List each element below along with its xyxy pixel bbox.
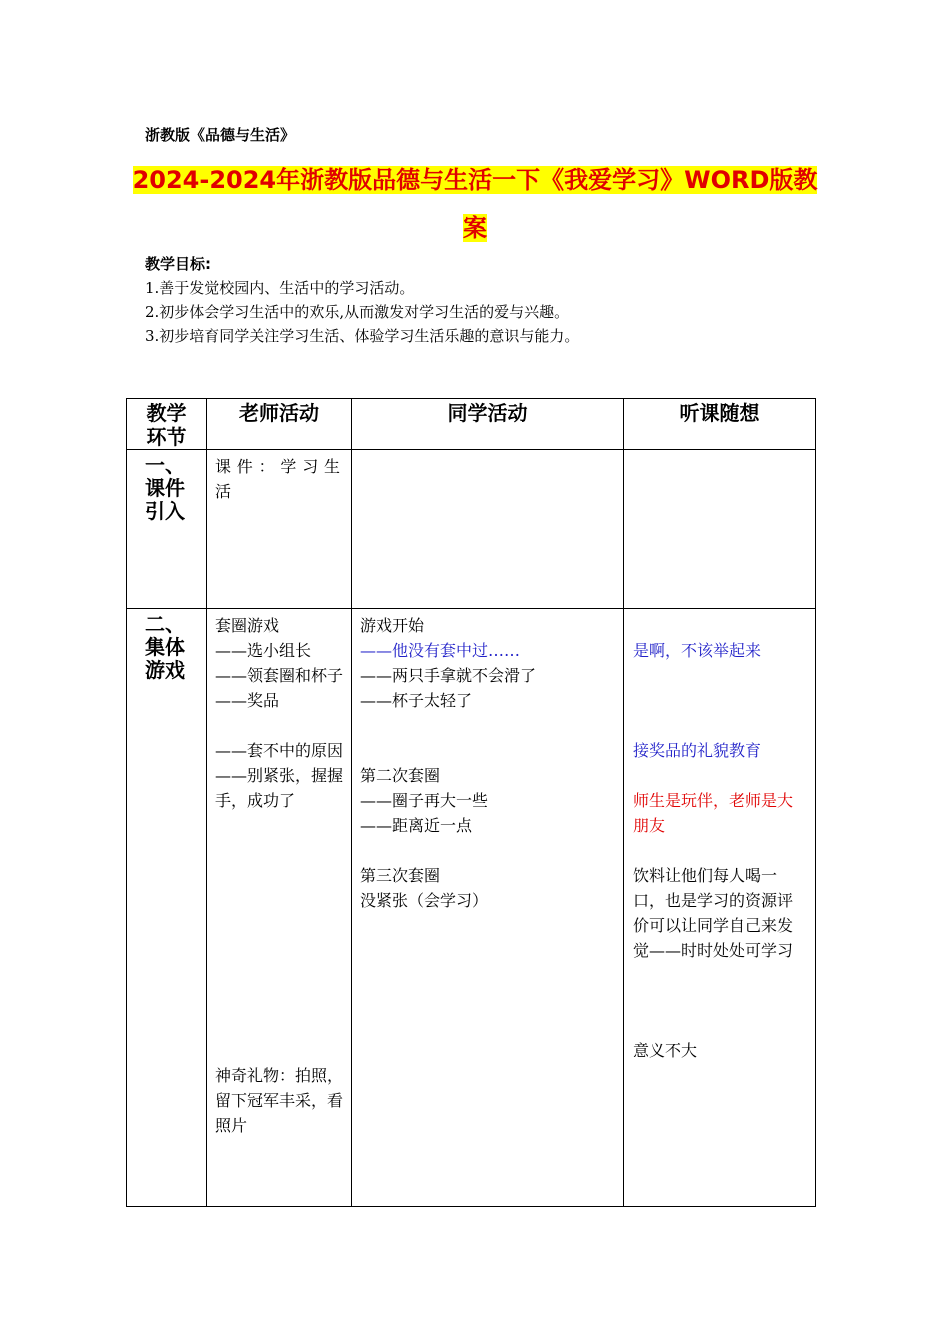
student-activity-text: 没紧张（会学习） (360, 891, 489, 910)
document-title (130, 156, 820, 252)
objectives-label: 教学目标: (145, 255, 211, 273)
table-header-row (127, 399, 816, 450)
note-text: 是啊，不该举起来 (633, 641, 762, 660)
student-activity-text: ——两只手拿就不会滑了 (360, 666, 537, 685)
student-activity-text: ——他没有套中过…… (360, 641, 521, 660)
objective-item: 1.善于发觉校园内、生活中的学习活动。 (145, 279, 415, 297)
objective-item: 3.初步培育同学关注学习生活、体验学习生活乐趣的意识与能力。 (145, 327, 580, 345)
lesson-plan-table (126, 398, 816, 1207)
note-text: 饮料让他们每人喝一口，也是学习的资源评价可以让同学自己来发觉——时时处处可学习 (633, 866, 794, 960)
note-text: 师生是玩伴，老师是大朋友 (633, 791, 794, 835)
table-row (127, 609, 816, 1207)
teacher-activity-text: 神奇礼物：拍照，留下冠军丰采，看照片 (215, 1066, 344, 1135)
stage-cell: 一、课件引入 (127, 450, 207, 609)
header-student-activity: 同学活动 (352, 399, 624, 450)
document-header: 浙教版《品德与生活》 (145, 126, 296, 144)
student-activity-cell (352, 609, 624, 1207)
student-activity-text: ——圈子再大一些 (360, 791, 489, 810)
teacher-activity-text: ——选小组长 (215, 641, 312, 660)
student-activity-text: 第三次套圈 (360, 866, 441, 885)
teacher-activity-text: 套圈游戏 (215, 616, 280, 635)
objective-item: 2.初步体会学习生活中的欢乐,从而激发对学习生活的爱与兴趣。 (145, 303, 570, 321)
notes-cell (624, 450, 816, 609)
student-activity-cell (352, 450, 624, 609)
teacher-activity-text: ——奖品 (215, 691, 280, 710)
note-text: 意义不大 (633, 1041, 698, 1060)
teacher-activity-text: ——别紧张，握握手，成功了 (215, 766, 344, 810)
student-activity-text: 第二次套圈 (360, 766, 441, 785)
header-notes: 听课随想 (624, 399, 816, 450)
notes-cell (624, 609, 816, 1207)
header-teacher-activity: 老师活动 (207, 399, 352, 450)
objectives-section (145, 252, 579, 348)
student-activity-text: 游戏开始 (360, 616, 425, 635)
teacher-activity-text: ——领套圈和杯子 (215, 666, 344, 685)
teacher-activity-text: ——套不中的原因 (215, 741, 344, 760)
note-text: 接奖品的礼貌教育 (633, 741, 762, 760)
table-row (127, 450, 816, 609)
teacher-activity-cell (207, 450, 352, 609)
teacher-activity-text: 课件：学习生活 (215, 457, 343, 501)
student-activity-text: ——杯子太轻了 (360, 691, 473, 710)
header-stage: 教学环节 (127, 399, 207, 450)
student-activity-text: ——距离近一点 (360, 816, 473, 835)
title-line-2: 案 (463, 214, 487, 242)
title-line-1: 2024-2024年浙教版品德与生活一下《我爱学习》WORD版教 (132, 166, 818, 194)
stage-cell: 二、集体游戏 (127, 609, 207, 1207)
teacher-activity-cell (207, 609, 352, 1207)
